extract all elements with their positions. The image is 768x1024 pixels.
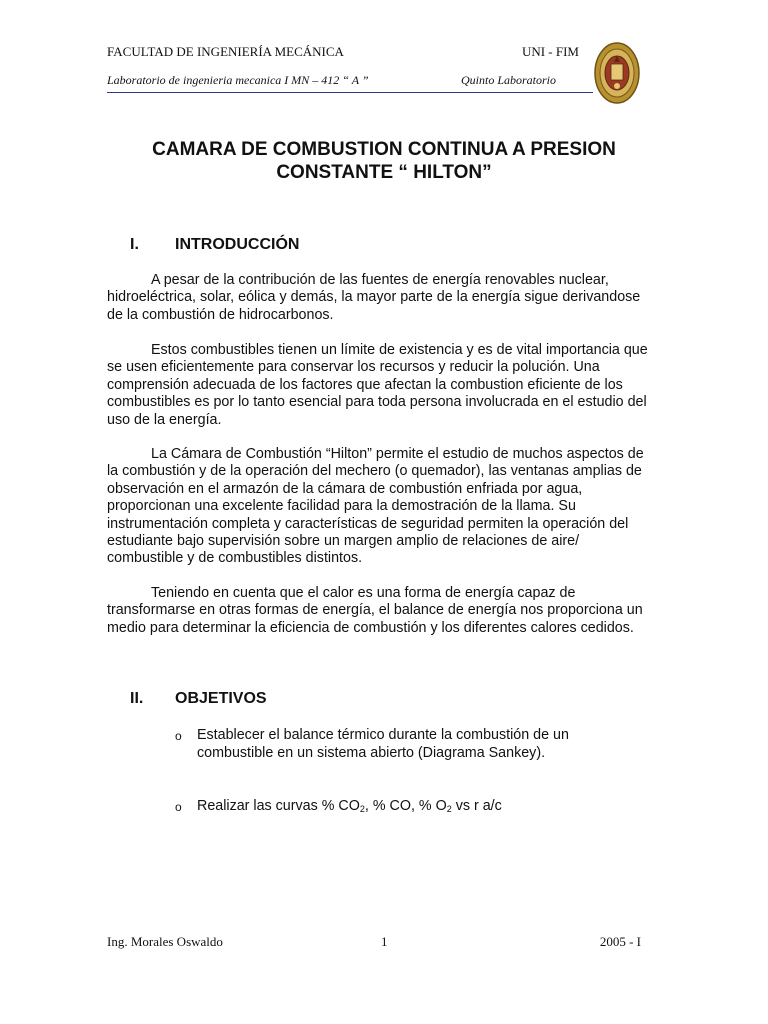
university-seal-icon	[594, 42, 640, 104]
institution-name: UNI - FIM	[521, 44, 579, 59]
subscript-2: 2	[359, 804, 365, 814]
subscript-2: 2	[446, 804, 452, 814]
section-title: INTRODUCCIÓN	[175, 236, 300, 253]
intro-paragraph: A pesar de la contribución de las fuentes de energía renovables nuclear, hidroeléctrica, solar, eólica y demás, la mayor parte de la energía sigue derivandose de la combustión de hidrocarbonos.	[107, 272, 641, 323]
page-number: 1	[381, 934, 388, 949]
intro-paragraph: Teniendo en cuenta que el calor es una forma de energía capaz de transformarse en otras formas de energía, el balance de energía nos proporciona un medio para determinar la eficiencia de combustión y los diferentes calores cedidos.	[107, 585, 643, 636]
intro-paragraph: La Cámara de Combustión “Hilton” permite el estudio de muchos aspectos de la combustión y de la operación del mechero (o quemador), las ventanas amplias de observación en el armazón de la cámara de combustión enfriada por agua, proporcionan una excelente facilidad para la demostración de la llama. Su instrumentación completa y características de seguridad permiten la operación del estudiante bajo supervisión sobre un margen amplio de relaciones de aire/ combustible y de combustibles distintos.	[107, 446, 644, 567]
faculty-name: FACULTAD DE INGENIERÍA MECÁNICA	[107, 44, 344, 59]
footer-author: Ing. Morales Oswaldo	[107, 934, 223, 949]
bullet-marker: o	[175, 800, 182, 814]
document-title: CAMARA DE COMBUSTION CONTINUA A PRESION CONSTANTE “ HILTON”	[152, 139, 616, 183]
objective-text: Realizar las curvas % $CO_2$, % CO, % $O_2$ vs r a/c	[197, 798, 502, 814]
section-number: I.	[130, 236, 139, 253]
objective-text: Establecer el balance térmico durante la combustión de un combustible en un sistema abierto (Diagrama Sankey).	[197, 727, 569, 761]
lab-number: Quinto Laboratorio	[461, 73, 557, 87]
header-divider	[107, 92, 593, 93]
intro-paragraph: Estos combustibles tienen un límite de existencia y es de vital importancia que se usen eficientemente para conservar los recursos y reducir la polución. Una comprensión adecuada de los factores que afectan la combustion eficiente de los combustibles es por lo tanto esencial para toda persona involucrada en el estudio del uso de la energía.	[107, 342, 648, 428]
section-title: OBJETIVOS	[175, 690, 267, 707]
footer-term: 2005 - I	[599, 934, 641, 949]
section-number: II.	[130, 690, 144, 707]
bullet-marker: o	[175, 729, 182, 743]
lab-course: Laboratorio de ingenieria mecanica I MN – 412 “ A ”	[107, 73, 369, 87]
